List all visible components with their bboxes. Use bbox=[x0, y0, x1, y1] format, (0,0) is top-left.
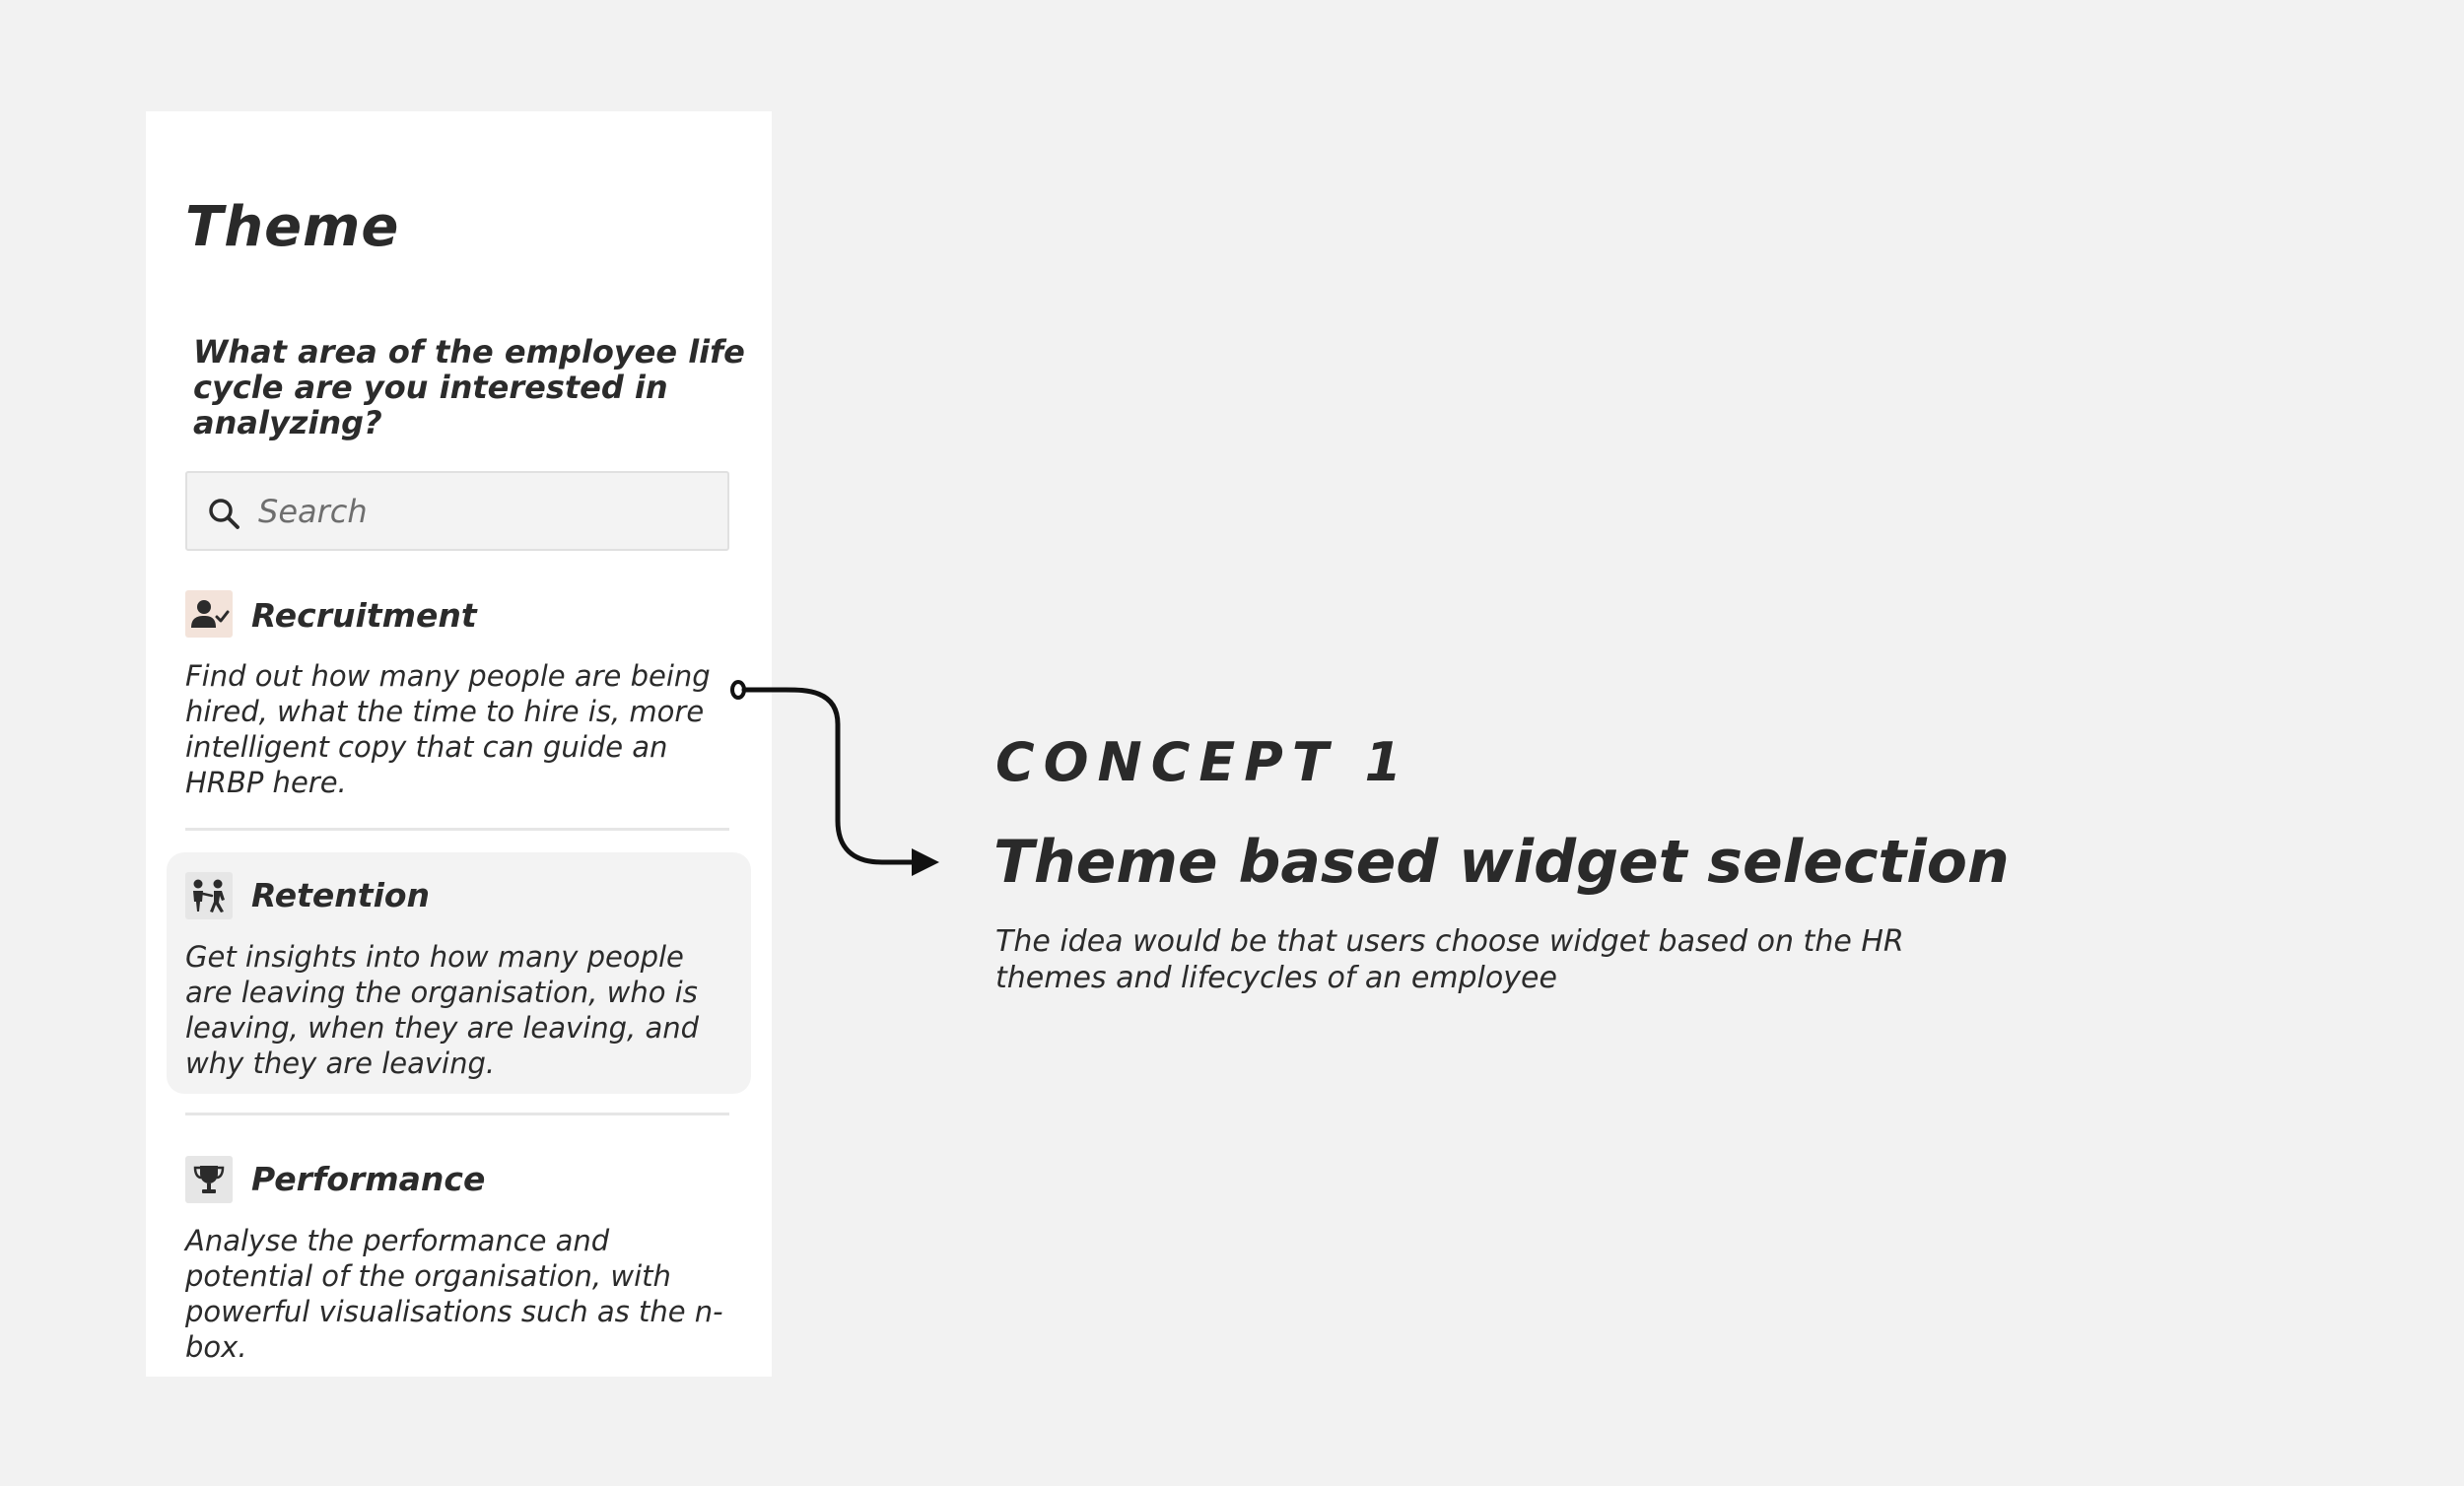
connector-arrow bbox=[724, 675, 951, 882]
item-description: Analyse the performance and potential of the organisation, with powerful visualisations such as the n-box. bbox=[185, 1224, 723, 1364]
item-description: Get insights into how many people are leaving the organisation, who is leaving, when they are leaving, and why they are leaving. bbox=[185, 940, 700, 1080]
search-input[interactable] bbox=[258, 473, 712, 549]
item-description: Find out how many people are being hired, what the time to hire is, more intelligent copy that can guide an HRBP here. bbox=[185, 659, 711, 799]
person-check-icon bbox=[185, 590, 233, 638]
trophy-icon bbox=[185, 1156, 233, 1203]
search-icon bbox=[207, 497, 240, 530]
concept-title: Theme based widget selection bbox=[993, 828, 2010, 897]
search-box[interactable] bbox=[185, 471, 729, 551]
panel-title: Theme bbox=[185, 195, 400, 259]
item-title: Retention bbox=[251, 876, 431, 914]
theme-item-performance[interactable] bbox=[167, 1136, 751, 1373]
divider bbox=[185, 1113, 729, 1115]
theme-panel bbox=[146, 111, 772, 1377]
divider bbox=[185, 828, 729, 831]
people-leaving-icon bbox=[185, 872, 233, 919]
concept-description: The idea would be that users choose widget based on the HR themes and lifecycles of an employee bbox=[995, 924, 1904, 995]
concept-label: CONCEPT 1 bbox=[995, 731, 1411, 793]
item-title: Recruitment bbox=[251, 596, 477, 635]
item-title: Performance bbox=[251, 1160, 486, 1198]
panel-question: What area of the employee life cycle are you interested in analyzing? bbox=[193, 333, 745, 441]
theme-item-retention[interactable] bbox=[167, 852, 751, 1094]
